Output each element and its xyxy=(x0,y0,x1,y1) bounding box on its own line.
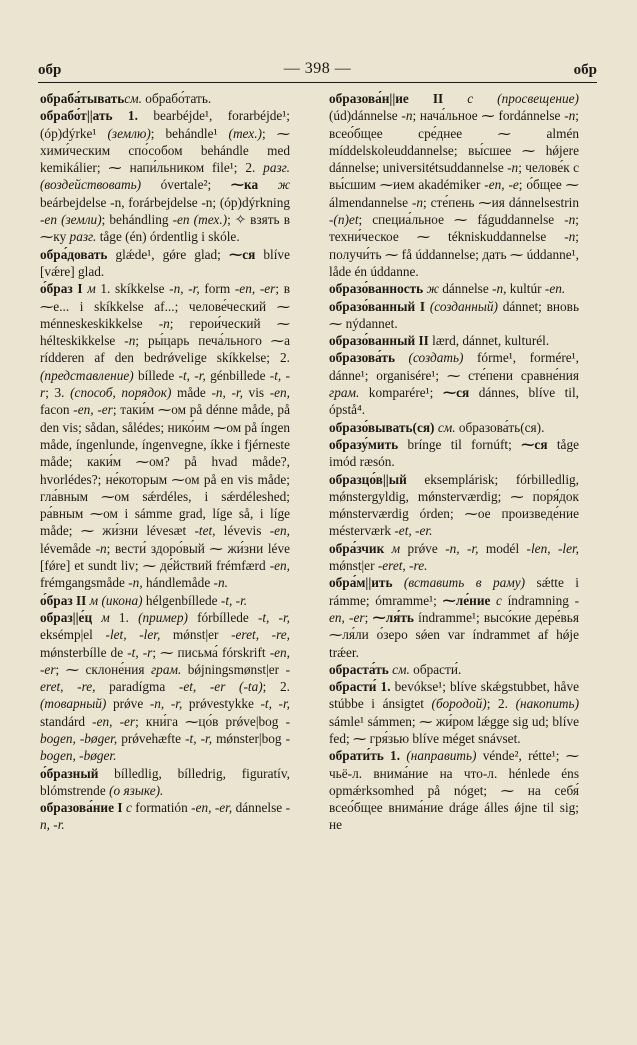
entry-label: -n xyxy=(411,194,424,210)
entry-label: -n, -r, xyxy=(169,281,200,297)
entry-headword: о́браз II xyxy=(40,592,87,608)
entry-label: -n, xyxy=(128,575,143,591)
entry-headword: образо́ванность xyxy=(329,281,424,297)
entry-headword: образо́ванный I xyxy=(329,298,426,314)
entry-text: form xyxy=(199,281,235,297)
entry-label: ж xyxy=(423,281,439,297)
entry-text: frémgangsmåde xyxy=(40,575,129,591)
dictionary-entry xyxy=(329,332,579,349)
entry-headword: о́браз I xyxy=(40,281,83,297)
entry-text: sǽtte i rámme; ómramme¹; xyxy=(329,575,579,608)
entry-label: -n. xyxy=(213,575,228,591)
entry-label: -t, -r, xyxy=(257,609,290,625)
entry-text: óvertale²; xyxy=(141,177,231,193)
entry-label: -n, -r, xyxy=(149,696,183,712)
entry-label: -n xyxy=(158,315,170,331)
entry-text: ; ✧ взять в ⁓ку xyxy=(40,212,290,245)
entry-headword: обра́зчик xyxy=(329,540,385,556)
entry-text: ; в ⁓е... i skíkkelse af...; челове́ческий ⁓ ménneskeskikkelse xyxy=(40,281,290,331)
entry-text: mǿnst|er xyxy=(329,558,378,574)
dictionary-entry xyxy=(329,661,579,678)
entry-text: brínge til fornúft; xyxy=(398,436,522,452)
dictionary-entry xyxy=(329,436,579,471)
entry-text: bǿjningsmønst|er xyxy=(181,661,286,677)
entry-label: -n xyxy=(564,212,576,228)
entry-headword: образу́мить xyxy=(329,436,399,452)
entry-text: índramme¹; высо́кие дере́вья ⁓ля́ли о́зеро sǿen var índrammet af hǿje trǽer. xyxy=(329,609,579,660)
entry-label: -en (земли) xyxy=(40,212,102,228)
entry-text: fórme¹, formére¹, dánne¹; organisére¹; ⁓ сте́пени сравне́ния xyxy=(329,350,579,383)
entry-label: -en, xyxy=(269,385,290,401)
entry-text: ; ⁓ склоне́ния xyxy=(55,661,151,677)
entry-text: bevókse¹; blíve skǽgstubbet, håve stúbbe i ánsigtet xyxy=(329,679,580,712)
entry-headword: обра́довать xyxy=(40,246,108,262)
entry-label: (направить) xyxy=(400,748,477,764)
entry-text: hándlemåde xyxy=(142,575,214,591)
entry-label: (бородой) xyxy=(431,696,487,712)
entry-label: ж xyxy=(258,177,290,193)
dictionary-entry xyxy=(329,349,579,418)
dictionary-entry xyxy=(329,574,579,660)
entry-headword: образо́вывать(ся) xyxy=(329,419,435,435)
entry-label: -n, -r, xyxy=(211,385,243,401)
entry-text: (úd)dánnelse xyxy=(329,108,402,124)
entry-text: bíllede xyxy=(133,367,179,383)
entry-label: -n, -r, xyxy=(445,540,479,556)
entry-text: glǽde¹, gǿre glad; xyxy=(107,246,229,262)
entry-text: dánnelse xyxy=(438,281,493,297)
entry-label: разг. xyxy=(69,229,97,245)
entry-text: ; behándling xyxy=(101,212,173,228)
entry-label: (о языке). xyxy=(109,782,164,798)
entry-text: обрасти́. xyxy=(409,661,462,677)
entry-label: -bogen, -bøger. xyxy=(40,730,290,764)
entry-text: formatión xyxy=(131,800,192,816)
entry-text: mǿnsterbílle de xyxy=(40,644,128,660)
entry-label: -n, -r. xyxy=(40,800,290,833)
entry-label: грам. xyxy=(329,385,360,401)
entry-label: см. xyxy=(434,419,456,435)
dictionary-entry xyxy=(329,280,579,297)
entry-label: -eret, -re, xyxy=(40,661,290,695)
dictionary-entry xyxy=(329,298,579,333)
entry-subheadword: ⁓ся xyxy=(442,385,470,401)
entry-headword: о́бразный xyxy=(40,765,99,781)
entry-label: -n xyxy=(564,108,576,124)
dictionary-entry xyxy=(329,747,579,833)
entry-text: lévevis xyxy=(215,523,270,539)
dictionary-entry xyxy=(329,90,579,280)
entry-label: -en, -e xyxy=(484,177,519,193)
entry-text: standárd xyxy=(40,713,93,729)
page-number: — 398 — xyxy=(283,60,352,77)
entry-label: -en, -er xyxy=(234,281,276,297)
entry-label: (вставить в раму) xyxy=(392,575,526,591)
entry-label: -t, -r xyxy=(40,367,290,401)
entry-text: vénde², rétte¹; ⁓ чьё-л. внима́ние на что-л. hénlede éns opmǽrksomhed på nóget; ⁓ на себя́ всео́бщее внима́ние dráge álles ǿjne til sig; не xyxy=(329,748,579,833)
entry-text: eksémp|el xyxy=(40,627,106,643)
entry-text: komparére¹; xyxy=(359,385,443,401)
entry-text: ; вести́ здоро́вый ⁓ жи́зни léve [fǿre] et sundt liv; ⁓ де́йствий frémfærd xyxy=(40,540,291,574)
entry-subheadword: ⁓ле́ние xyxy=(442,592,491,608)
entry-label: -en (тех.) xyxy=(172,212,228,228)
entry-text: índramning xyxy=(501,592,575,608)
entry-text: beárbejdelse -n, forárbejdelse -n; (óp)dýrkning xyxy=(40,194,290,210)
entry-text: vis xyxy=(242,385,270,401)
page-header xyxy=(38,58,597,83)
entry-label: -en, -er xyxy=(40,644,290,677)
entry-text: lévemåde xyxy=(40,540,96,556)
entry-label: -en, -er xyxy=(73,402,113,418)
entry-label: -n xyxy=(124,333,136,349)
entry-text: hélgenbíllede xyxy=(142,592,221,608)
entry-headword: образова́н||ие II xyxy=(329,91,444,106)
entry-text: kultúr xyxy=(506,281,545,297)
entry-label: -n xyxy=(95,540,107,556)
dictionary-entry xyxy=(329,419,579,436)
entry-text: ; кни́га ⁓цо́в prǿve|bog xyxy=(135,713,286,729)
guide-word-left: обр xyxy=(38,62,62,78)
entry-text: fórbíllede xyxy=(187,609,258,625)
entry-label: -let, -ler, xyxy=(105,627,161,643)
entry-text: ; 2. xyxy=(486,696,516,712)
entry-subheadword: ⁓ся xyxy=(521,436,548,452)
dictionary-entry xyxy=(40,609,290,765)
dictionary-entry xyxy=(40,592,290,609)
entry-label: -en, -er, xyxy=(191,800,233,816)
entry-label: -et, -er. xyxy=(394,523,433,539)
entry-headword: образ||е́ц xyxy=(40,609,93,625)
entry-text: ; 3. xyxy=(45,385,71,401)
entry-label: с xyxy=(122,800,132,816)
entry-text: dánnes, blíve til, ópstå⁴. xyxy=(329,385,579,418)
entry-headword: обраба́тывать xyxy=(40,91,125,106)
dictionary-entry xyxy=(329,471,579,540)
entry-subheadword: ⁓ля́ть xyxy=(372,609,414,625)
entry-headword: образова́ние I xyxy=(40,800,123,816)
entry-label: м (икона) xyxy=(86,592,143,608)
entry-text: mǿnst|er xyxy=(160,627,232,643)
entry-text: ; ры́царь печа́льного ⁓а rídderen af den bedrǿvelige skíkkelse; 2. xyxy=(40,333,290,366)
entry-label: -et, -er (-ta) xyxy=(178,679,263,695)
entry-label: -(n)et xyxy=(329,212,359,228)
entry-label: (накопить) xyxy=(515,696,579,712)
entry-label: -n xyxy=(401,108,413,124)
entry-text: ; техни́ческое ⁓ tékniskuddannelse xyxy=(329,212,579,245)
entry-label: -en, -er xyxy=(92,713,136,729)
entry-label: (создать) xyxy=(394,350,464,366)
entry-text: ; специа́льное ⁓ fáguddannelse xyxy=(358,212,565,228)
entry-label: -t, -r xyxy=(127,644,153,660)
entry-headword: образова́ть xyxy=(329,350,395,366)
entry-text: prǿvehæfte xyxy=(117,730,186,746)
dictionary-entry xyxy=(40,765,290,800)
entry-text: blíve [vǽre] glad. xyxy=(40,246,290,279)
entry-label: м xyxy=(92,609,110,625)
entry-text: prǿve xyxy=(400,540,446,556)
entry-headword: обрабо́т||ать 1. xyxy=(40,108,138,124)
entry-label: (способ, порядок) xyxy=(70,385,172,401)
entry-text: образова́ть(ся). xyxy=(455,419,545,435)
entry-label: -en, xyxy=(269,558,290,574)
entry-text: ; сте́пень ⁓ия dánnelsestrin xyxy=(423,194,579,210)
entry-label: -t, -r, xyxy=(178,367,206,383)
entry-label: (пример) xyxy=(138,609,188,625)
entry-text: ; behándle¹ xyxy=(150,125,229,141)
entry-text: modél xyxy=(478,540,527,556)
left-column xyxy=(40,90,290,834)
entry-text: tåge imód ræsón. xyxy=(329,436,579,470)
entry-label: -tet, xyxy=(194,523,216,539)
entry-label: м xyxy=(82,281,96,297)
entry-label: м xyxy=(384,540,401,556)
entry-label: (созданный) xyxy=(425,298,498,314)
entry-label: (тех.) xyxy=(228,125,262,141)
dictionary-entry xyxy=(329,540,579,575)
entry-label: -n, xyxy=(492,281,507,297)
entry-subheadword: ⁓ся xyxy=(228,246,256,262)
entry-label: с xyxy=(490,592,502,608)
entry-text: mǿnster|bog xyxy=(212,730,286,746)
entry-text: facon xyxy=(40,402,74,418)
entry-text: tåge (én) órdentlig i skóle. xyxy=(96,229,240,245)
entry-text: ; челове́к с вы́сшим ⁓ием akadémiker xyxy=(329,160,579,193)
entry-text: prǿvestykke xyxy=(182,696,261,712)
entry-label: -t, -r. xyxy=(220,592,248,608)
entry-label: с (просвещение) xyxy=(443,91,579,106)
entry-label: (землю) xyxy=(107,125,151,141)
dictionary-entry xyxy=(40,246,290,281)
dictionary-entry xyxy=(40,280,290,591)
entry-text: prǿve xyxy=(106,696,150,712)
entry-text: ; герои́ческий ⁓ hélteskikkelse xyxy=(40,315,291,349)
entry-text: sámle¹ sámmen; ⁓ жи́ром lǽgge sig ud; blíve fed; ⁓ гря́зью blíve méget snávset. xyxy=(329,713,579,746)
entry-text: 1. xyxy=(109,609,139,625)
dictionary-entry xyxy=(329,678,579,747)
entry-subheadword: ⁓ка xyxy=(230,177,259,193)
entry-label: -en. xyxy=(544,281,566,297)
entry-text: ; получи́ть ⁓ få úddannelse; дать ⁓ úddanne¹, låde én úddanne. xyxy=(329,229,579,279)
entry-label: -bogen, -bøger, xyxy=(40,713,290,746)
entry-text: ; ⁓ хими́ческим спо́собом behándle med kemikálier; ⁓ напи́льником file¹; 2. xyxy=(40,125,290,176)
entry-label: (товарный) xyxy=(40,696,107,712)
dictionary-entry xyxy=(40,107,290,245)
entry-text: ; нача́льное ⁓ fordánnelse xyxy=(412,108,565,124)
entry-label: см. xyxy=(124,91,142,106)
entry-label: -eret, -re, xyxy=(231,627,291,643)
entry-label: -eret, -re. xyxy=(377,558,428,574)
entry-headword: обрати́ть 1. xyxy=(329,748,401,764)
entry-text: lærd, dánnet, kulturél. xyxy=(428,333,550,349)
guide-word-right: обр xyxy=(573,62,597,78)
entry-text: måde xyxy=(171,385,212,401)
entry-label: -t, -r, xyxy=(185,730,213,746)
entry-label: -len, -ler, xyxy=(526,540,579,556)
entry-text: eksemplárisk; fórbilledlig, mǿnstergyldig, mǿnsterværdig; ⁓ поря́док mǿnsterværdig órden; ⁓ое произведе́ние mésterværk xyxy=(329,471,579,539)
entry-text: paradígma xyxy=(95,679,179,695)
entry-text: bílledlig, bílledrig, figuratív, blómstrende xyxy=(40,765,290,798)
entry-text: обрабо́тать. xyxy=(141,91,212,106)
entry-text: génbillede xyxy=(205,367,270,383)
entry-label: см. xyxy=(388,661,410,677)
entry-headword: образо́ванный II xyxy=(329,333,429,349)
entry-text: 1. skíkkelse xyxy=(95,281,170,297)
entry-label: -n xyxy=(564,229,576,245)
dictionary-entry xyxy=(40,90,290,107)
entry-text: ; таки́м ⁓ом på dénne måde, på den vis; sådan, sålédes; нико́им ⁓ом på íngen måde, íngenlunde, íngenvegne, íkke i fjérneste måde; каки́м ⁓ом? på hvad måde?, hvorlédes?; не́которым ⁓ом på en vis måde; гла́вным ⁓ом sǽrdéles, i sǽrdéleshed; ра́вным ⁓ом i sámme grad, líge så, i líge måde; ⁓ жи́зни lévesæt xyxy=(40,402,290,539)
entry-headword: обраста́ть xyxy=(329,661,389,677)
dictionary-entry xyxy=(40,799,290,834)
entry-text: bearbéjde¹, forarbéjde¹; (óp)dýrke¹ xyxy=(40,108,291,141)
entry-text: ; ⁓ письма́ fórskrift xyxy=(152,644,270,660)
entry-headword: образцо́в||ый xyxy=(329,471,407,487)
entry-text: dánnet; вновь ⁓ nýdannet. xyxy=(329,298,580,331)
entry-label: -n xyxy=(507,160,519,176)
entry-text: dánnelse xyxy=(232,800,286,816)
entry-label: -en, -er xyxy=(329,592,579,625)
entry-text: ; xyxy=(364,609,373,625)
entry-label: (представление) xyxy=(40,367,134,383)
entry-text: ; всео́бщее сре́днее ⁓ almén míddelskoleuddannelse; вы́сшее ⁓ hǿjere dánnelse; universitétsuddannelse xyxy=(329,108,579,176)
entry-headword: обрасти́ 1. xyxy=(329,679,391,695)
entry-text: ; 2. xyxy=(262,679,290,695)
entry-label: разг. (воздействовать) xyxy=(40,160,290,193)
entry-label: -t, -r, xyxy=(260,696,290,712)
entry-label: грам. xyxy=(150,661,182,677)
entry-label: -en, xyxy=(269,523,290,539)
entry-headword: обра́м||ить xyxy=(329,575,393,591)
right-column xyxy=(329,90,579,834)
entry-text: ; о́бщее ⁓ álmendannelse xyxy=(329,177,579,210)
